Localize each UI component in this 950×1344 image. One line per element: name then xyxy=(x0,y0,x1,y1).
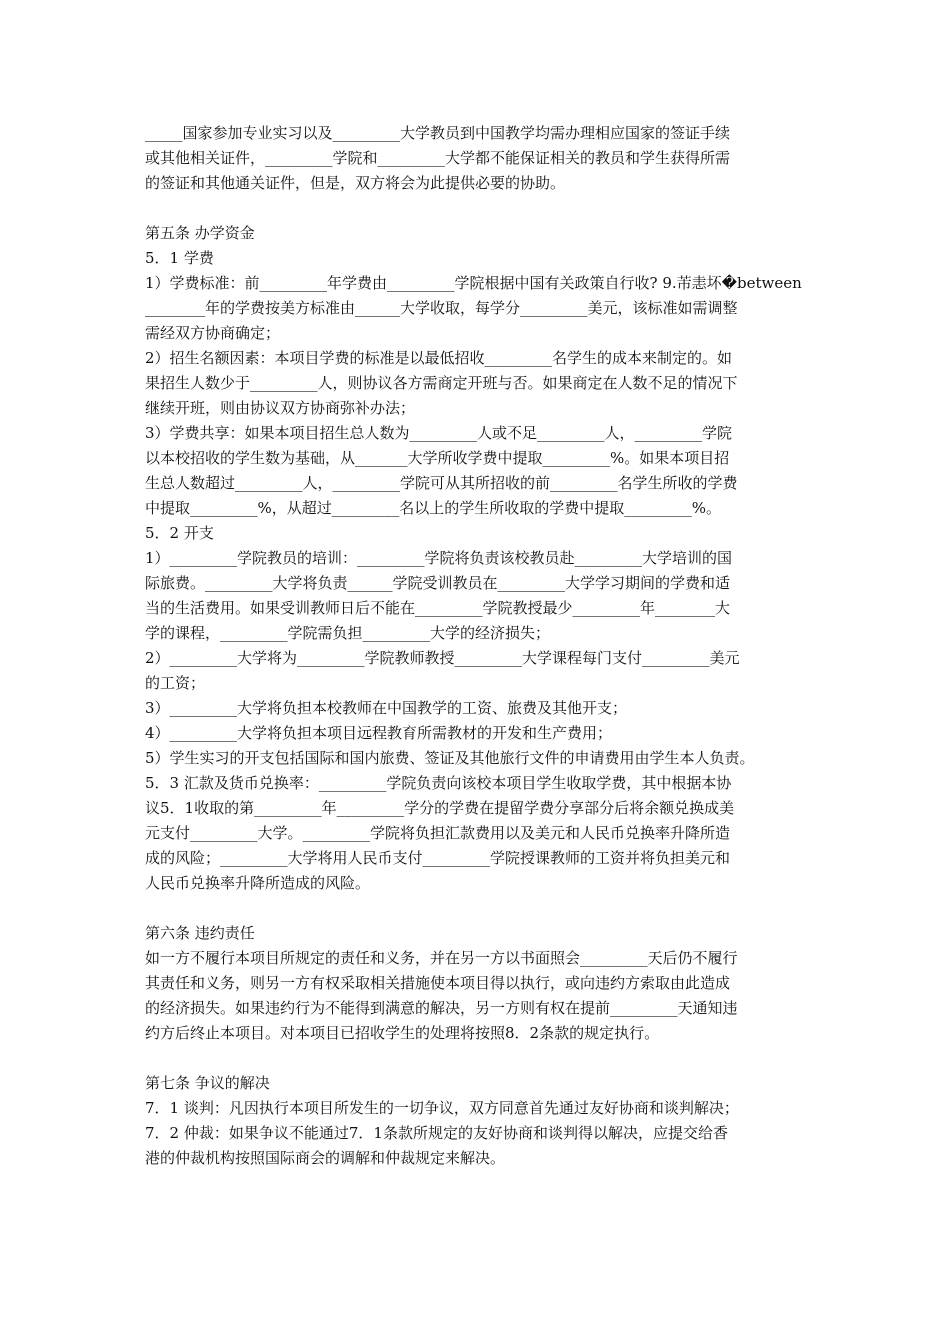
text-line: 1）学费标准：前_________年学费由_________学院根据中国有关政策自行收? 9.芾恚坏�between xyxy=(145,274,802,292)
text-line: 1）_________学院教员的培训：_________学院将负责该校教员赴_________大学培训的国 xyxy=(145,549,733,567)
text-line: 3）学费共享：如果本项目招生总人数为_________人或不足_________人，_________学院 xyxy=(145,424,733,442)
text-line: ________年的学费按美方标准由______大学收取，每学分_________美元，该标准如需调整 xyxy=(145,299,738,317)
article-7-heading: 第七条 争议的解决 xyxy=(145,1074,270,1092)
text-line: 生总人数超过_________人，_________学院可从其所招收的前_________名学生所收的学费 xyxy=(145,474,738,492)
text-line: 的经济损失。如果违约行为不能得到满意的解决，另一方则有权在提前_________天通知违 xyxy=(145,999,738,1017)
text-line: 以本校招收的学生数为基础，从_______大学所收学费中提取_________%。如果本项目招 xyxy=(145,449,730,467)
paragraph-gap xyxy=(145,196,825,221)
text-line: 5．2 开支 xyxy=(145,524,214,542)
paragraph-gap xyxy=(145,896,825,921)
text-line: 继续开班，则由协议双方协商弥补办法； xyxy=(145,399,416,417)
text-line: 约方后终止本项目。对本项目已招收学生的处理将按照8．2条款的规定执行。 xyxy=(145,1024,660,1042)
text-line: 当的生活费用。如果受训教师日后不能在_________学院教授最少_________年________大 xyxy=(145,599,731,617)
article-5-heading: 第五条 办学资金 xyxy=(145,224,255,242)
text-line: _____国家参加专业实习以及_________大学教员到中国教学均需办理相应国家的签证手续 xyxy=(145,124,731,142)
text-line: 2）招生名额因素：本项目学费的标准是以最低招收_________名学生的成本来制定的。如 xyxy=(145,349,733,367)
text-line: 5．3 汇款及货币兑换率：_________学院负责向该校本项目学生收取学费，其中根据本协 xyxy=(145,774,732,792)
article-7-section xyxy=(145,1071,825,1171)
article-6-section xyxy=(145,921,825,1046)
document-body xyxy=(145,121,825,1171)
text-line: 际旅费。_________大学将负责______学院受训教员在_________大学学习期间的学费和适 xyxy=(145,574,731,592)
text-line: 或其他相关证件，_________学院和_________大学都不能保证相关的教员和学生获得所需 xyxy=(145,149,731,167)
text-line: 如一方不履行本项目所规定的责任和义务，并在另一方以书面照会_________天后仍不履行 xyxy=(145,949,738,967)
text-line: 成的风险；_________大学将用人民币支付_________学院授课教师的工资并将负担美元和 xyxy=(145,849,731,867)
text-line: 人民币兑换率升降所造成的风险。 xyxy=(145,874,371,892)
text-line: 7．1 谈判：凡因执行本项目所发生的一切争议，双方同意首先通过友好协商和谈判解决； xyxy=(145,1099,739,1117)
text-line: 2）_________大学将为_________学院教师教授_________大学课程每门支付_________美元 xyxy=(145,649,740,667)
text-line: 3）_________大学将负担本校教师在中国教学的工资、旅费及其他开支； xyxy=(145,699,628,717)
text-line: 果招生人数少于_________人，则协议各方需商定开班与否。如果商定在人数不足的情况下 xyxy=(145,374,738,392)
text-line: 5）学生实习的开支包括国际和国内旅费、签证及其他旅行文件的申请费用由学生本人负责。 xyxy=(145,749,755,767)
text-line: 的工资； xyxy=(145,674,206,692)
article-6-heading: 第六条 违约责任 xyxy=(145,924,255,942)
text-line: 其责任和义务，则另一方有权采取相关措施使本项目得以执行，或向违约方索取由此造成 xyxy=(145,974,731,992)
text-line: 议5．1收取的第_________年_________学分的学费在提留学费分享部分后将余额兑换成美 xyxy=(145,799,735,817)
text-line: 元支付_________大学。_________学院将负担汇款费用以及美元和人民币兑换率升降所造 xyxy=(145,824,731,842)
text-line: 需经双方协商确定； xyxy=(145,324,281,342)
text-line: 4）_________大学将负担本项目远程教育所需教材的开发和生产费用； xyxy=(145,724,613,742)
article-5-section xyxy=(145,221,825,896)
text-line: 7．2 仲裁：如果争议不能通过7．1条款所规定的友好协商和谈判得以解决，应提交给香 xyxy=(145,1124,728,1142)
text-line: 港的仲裁机构按照国际商会的调解和仲裁规定来解决。 xyxy=(145,1149,506,1167)
text-line: 学的课程，_________学院需负担_________大学的经济损失； xyxy=(145,624,551,642)
text-line: 的签证和其他通关证件，但是，双方将会为此提供必要的协助。 xyxy=(145,174,566,192)
paragraph-gap xyxy=(145,1046,825,1071)
text-line: 5．1 学费 xyxy=(145,249,214,267)
text-line: 中提取_________%，从超过_________名以上的学生所收取的学费中提取_________%。 xyxy=(145,499,722,517)
intro-paragraph xyxy=(145,121,825,196)
